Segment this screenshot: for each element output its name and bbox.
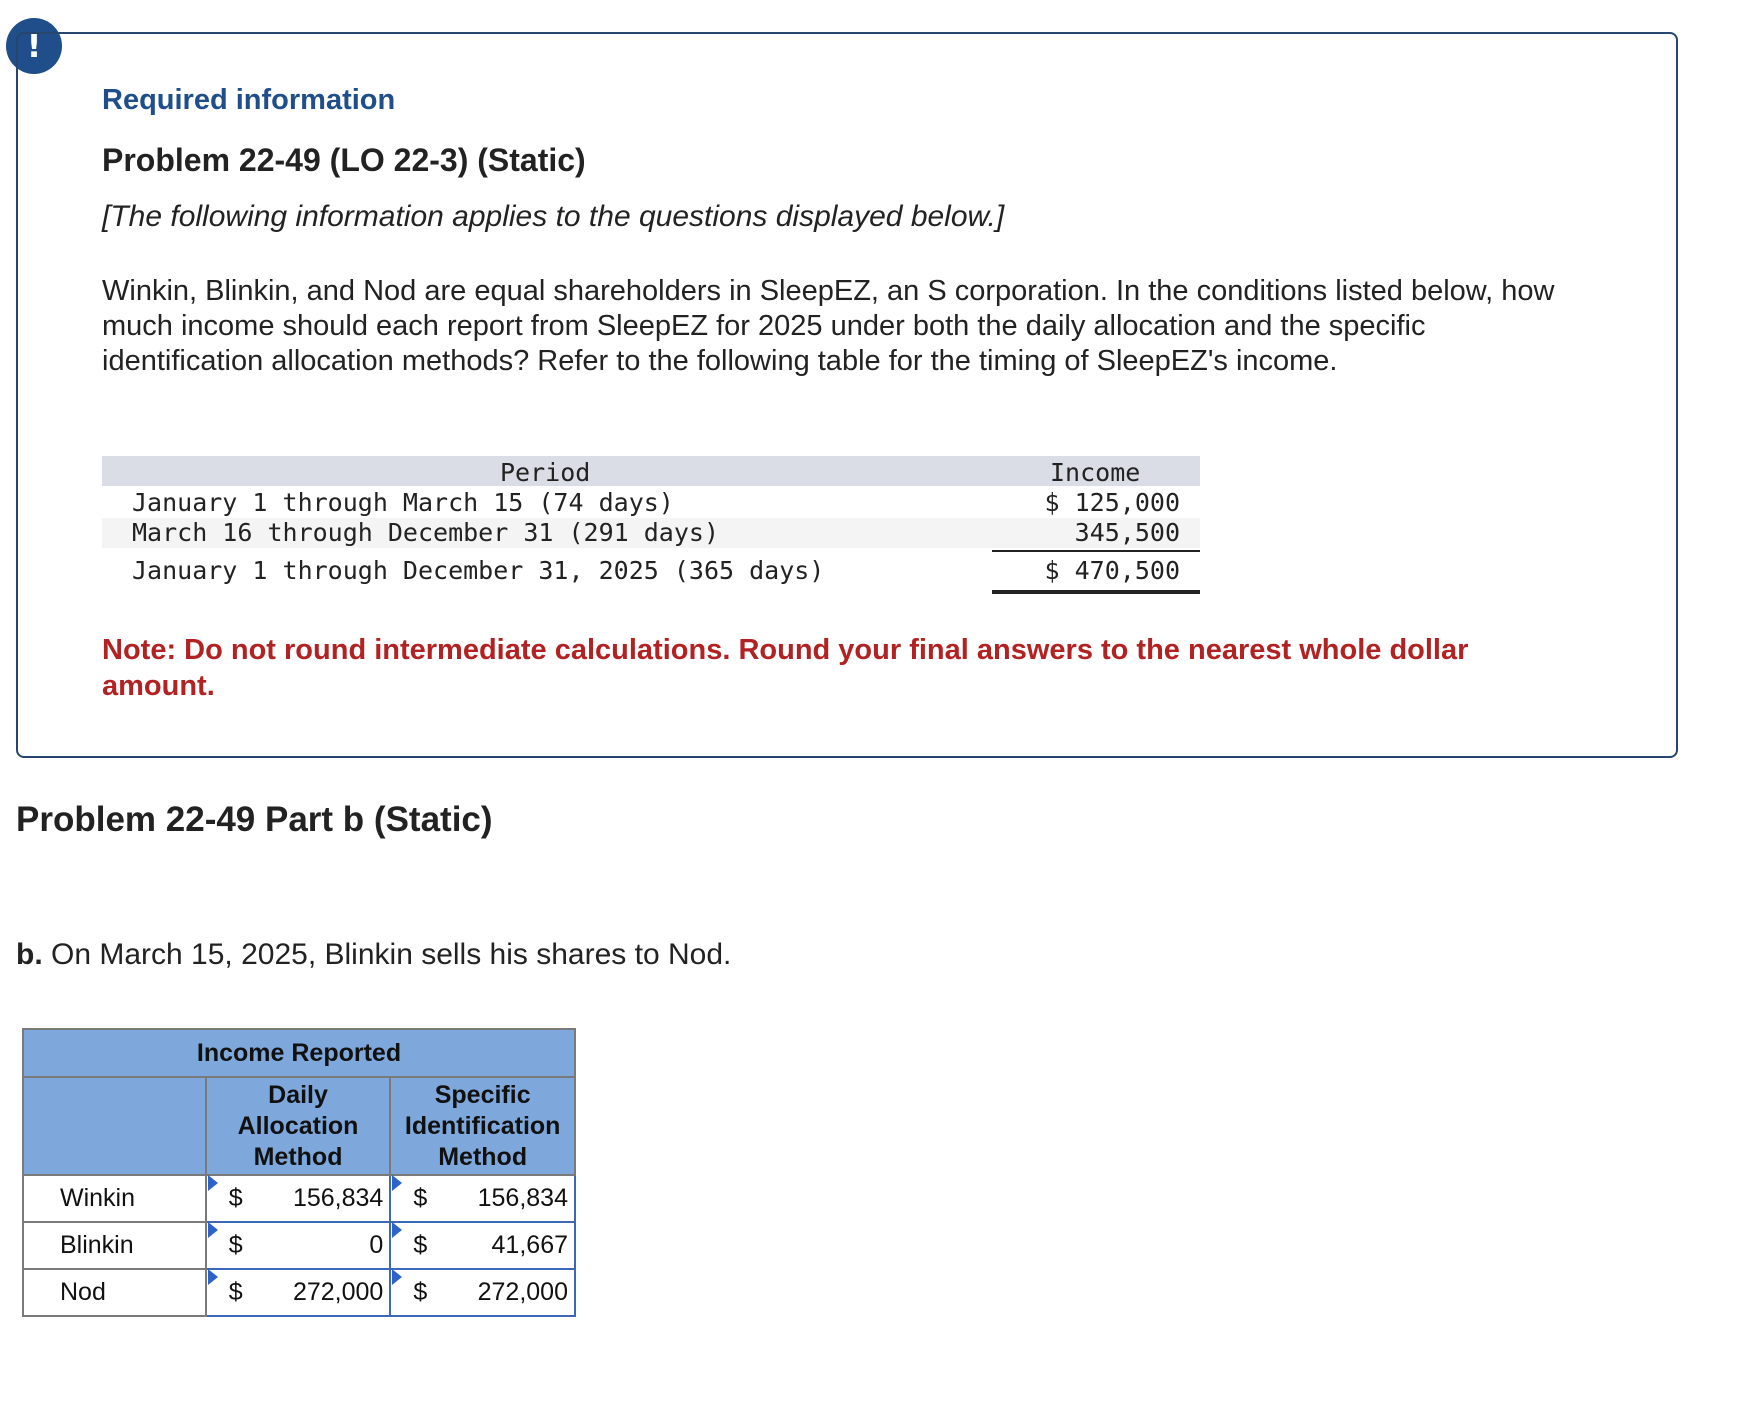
winkin-daily-value: 156,834 xyxy=(292,1184,384,1212)
table-row xyxy=(23,1269,575,1316)
income-column-header: Income xyxy=(1050,458,1141,487)
part-title: Problem 22-49 Part b (Static) xyxy=(16,800,493,839)
blank-header-cell xyxy=(23,1077,206,1175)
period-total-row: January 1 through December 31, 2025 (365 days) xyxy=(132,556,825,585)
question-text xyxy=(16,938,731,972)
currency-symbol: $ xyxy=(228,1231,243,1259)
input-marker-icon xyxy=(392,1269,402,1285)
currency-symbol: $ xyxy=(413,1231,428,1259)
currency-symbol: $ xyxy=(228,1278,243,1306)
intro-text: Winkin, Blinkin, and Nod are equal shareholders in SleepEZ, an S corporation. In the conditions listed below, how much income should each report from SleepEZ for 2025 under both the daily allocation and the specific identification allocation methods? Refer to the following table for the timing of SleepEZ's income. xyxy=(102,275,1555,377)
answer-table xyxy=(22,1028,576,1317)
blinkin-daily-value: 0 xyxy=(369,1231,384,1259)
winkin-daily-input[interactable] xyxy=(206,1175,391,1222)
alert-icon: ! xyxy=(6,18,62,74)
winkin-specific-value: 156,834 xyxy=(477,1184,568,1212)
income-row-1: $ 125,000 xyxy=(1044,488,1180,517)
applies-note: [The following information applies to the questions displayed below.] xyxy=(102,200,1005,233)
daily-allocation-header: Daily Allocation Method xyxy=(206,1077,391,1175)
input-marker-icon xyxy=(208,1175,218,1191)
row-label-winkin: Winkin xyxy=(23,1175,206,1222)
question-label: b. xyxy=(16,938,43,971)
input-marker-icon xyxy=(392,1175,402,1191)
income-timing-table xyxy=(102,456,1200,596)
currency-symbol: $ xyxy=(413,1184,428,1212)
currency-symbol: $ xyxy=(413,1278,428,1306)
table-row xyxy=(23,1175,575,1222)
income-reported-header: Income Reported xyxy=(23,1029,575,1077)
row-label-blinkin: Blinkin xyxy=(23,1222,206,1269)
nod-specific-input[interactable] xyxy=(390,1269,575,1316)
problem-title: Problem 22-49 (LO 22-3) (Static) xyxy=(102,142,586,178)
nod-daily-input[interactable] xyxy=(206,1269,391,1316)
specific-identification-header: Specific Identification Method xyxy=(390,1077,575,1175)
subtotal-rule xyxy=(992,550,1200,552)
blinkin-specific-input[interactable] xyxy=(390,1222,575,1269)
table-row xyxy=(23,1222,575,1269)
period-row-2: March 16 through December 31 (291 days) xyxy=(132,518,719,547)
nod-specific-value: 272,000 xyxy=(477,1278,568,1306)
rounding-note: Note: Do not round intermediate calculations. Round your final answers to the nearest whole dollar amount. xyxy=(102,634,1469,702)
input-marker-icon xyxy=(208,1269,218,1285)
input-marker-icon xyxy=(208,1222,218,1238)
nod-daily-value: 272,000 xyxy=(292,1278,384,1306)
blinkin-daily-input[interactable] xyxy=(206,1222,391,1269)
total-double-rule xyxy=(992,590,1200,594)
row-label-nod: Nod xyxy=(23,1269,206,1316)
income-row-2: 345,500 xyxy=(1074,518,1180,547)
period-row-1: January 1 through March 15 (74 days) xyxy=(132,488,674,517)
currency-symbol: $ xyxy=(228,1184,243,1212)
required-information-heading: Required information xyxy=(102,84,396,116)
income-total: $ 470,500 xyxy=(1044,556,1180,585)
income-table-header-bar xyxy=(102,456,1200,486)
blinkin-specific-value: 41,667 xyxy=(491,1231,568,1259)
winkin-specific-input[interactable] xyxy=(390,1175,575,1222)
question-body: On March 15, 2025, Blinkin sells his shares to Nod. xyxy=(51,938,732,971)
input-marker-icon xyxy=(392,1222,402,1238)
period-column-header: Period xyxy=(500,458,591,487)
